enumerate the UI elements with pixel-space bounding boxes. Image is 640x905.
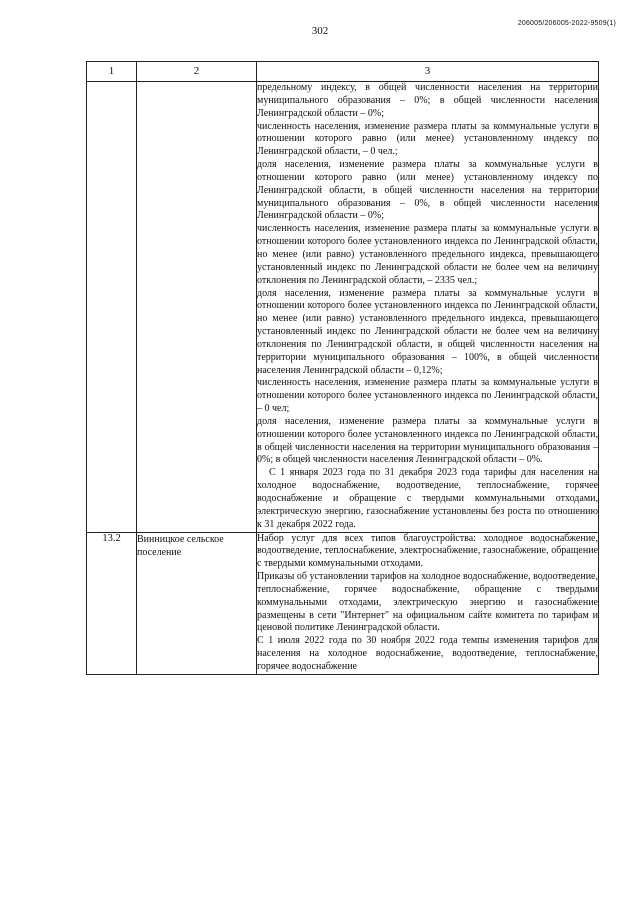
municipality-cell: Винницкое сельское поселение <box>137 532 257 674</box>
paragraph: С 1 июля 2022 года по 30 ноября 2022 года темпы изменения тарифов для населения на холодное водоснабжение, водоотведение, теплоснабжение, горячее водоснабжение <box>257 635 598 672</box>
column-header-1: 1 <box>87 62 137 82</box>
paragraph: доля населения, изменение размера платы за коммунальные услуги в отношении которого более установленного индекса по Ленинградской области, в общей численности населения на территории муниципального образования – 0%; в общей численности населения Ленинградской области – 0%. <box>257 415 598 466</box>
paragraph: доля населения, изменение размера платы за коммунальные услуги в отношении которого более установленного индекса по Ленинградской области, но менее (или равно) установленного предельного индекса, превышающего установленный индекс по Ленинградской области не более чем на величину отклонения по Ленинградской области, в общей численности населения на территории муниципального образования – 100%, в общей численности населения Ленинградской области – 0,12%; <box>257 287 598 376</box>
paragraph: Набор услуг для всех типов благоустройства: холодное водоснабжение, водоотведение, теплоснабжение, электроснабжение, газоснабжение, обращение с твердыми коммунальными отходами. <box>257 532 598 570</box>
row-number-cell: 13.2 <box>87 532 137 674</box>
paragraph: доля населения, изменение размера платы за коммунальные услуги в отношении которого равно (или менее) установленному индексу по Ленинградской области, в общей численности населения на территории муниципального образования – 0%, в общей численности населения Ленинградской области – 0%; <box>257 159 598 222</box>
paragraph: Приказы об установлении тарифов на холодное водоснабжение, водоотведение, теплоснабжение, горячее водоснабжение, обращение с твердыми коммунальными отходами, электрическую энергию и газоснабжение размещены в сети "Интернет" на официальном сайте комитета по тарифам и ценовой политике Ленинградской области. <box>257 571 598 634</box>
document-table <box>86 61 599 675</box>
paragraph: численность населения, изменение размера платы за коммунальные услуги в отношении которого равно (или менее) установленному индексу по Ленинградской области, – 0 чел.; <box>257 120 598 158</box>
document-code: 206005/206005-2022-9509(1) <box>517 20 616 27</box>
table-row <box>87 532 599 674</box>
page-number: 302 <box>311 25 329 37</box>
description-cell <box>257 532 599 674</box>
paragraph: предельному индексу, в общей численности населения на территории муниципального образования – 0%; в общей численности населения Ленинградской области – 0%; <box>257 82 598 119</box>
paragraph: численность населения, изменение размера платы за коммунальные услуги в отношении которого более установленного индекса по Ленинградской области, но менее (или равно) установленного предельного индекса, превышающего установленный индекс по Ленинградской области не более чем на величину отклонения по Ленинградской области, – 2335 чел.; <box>257 223 598 286</box>
description-cell <box>257 82 599 533</box>
table-header-row <box>87 62 599 82</box>
municipality-cell <box>137 82 257 533</box>
row-number-cell <box>87 82 137 533</box>
column-header-2: 2 <box>137 62 257 82</box>
column-header-3: 3 <box>257 62 599 82</box>
paragraph: численность населения, изменение размера платы за коммунальные услуги в отношении которого более установленного индекса по Ленинградской области, – 0 чел; <box>257 377 598 415</box>
paragraph: С 1 января 2023 года по 31 декабря 2023 года тарифы для населения на холодное водоснабжение, водоотведение, теплоснабжение, горячее водоснабжение и обращение с твердыми коммунальными отходами, электрическую энергию, газоснабжение установлены без роста по отношению к 31 декабря 2022 года. <box>257 467 598 530</box>
table-row <box>87 82 599 533</box>
